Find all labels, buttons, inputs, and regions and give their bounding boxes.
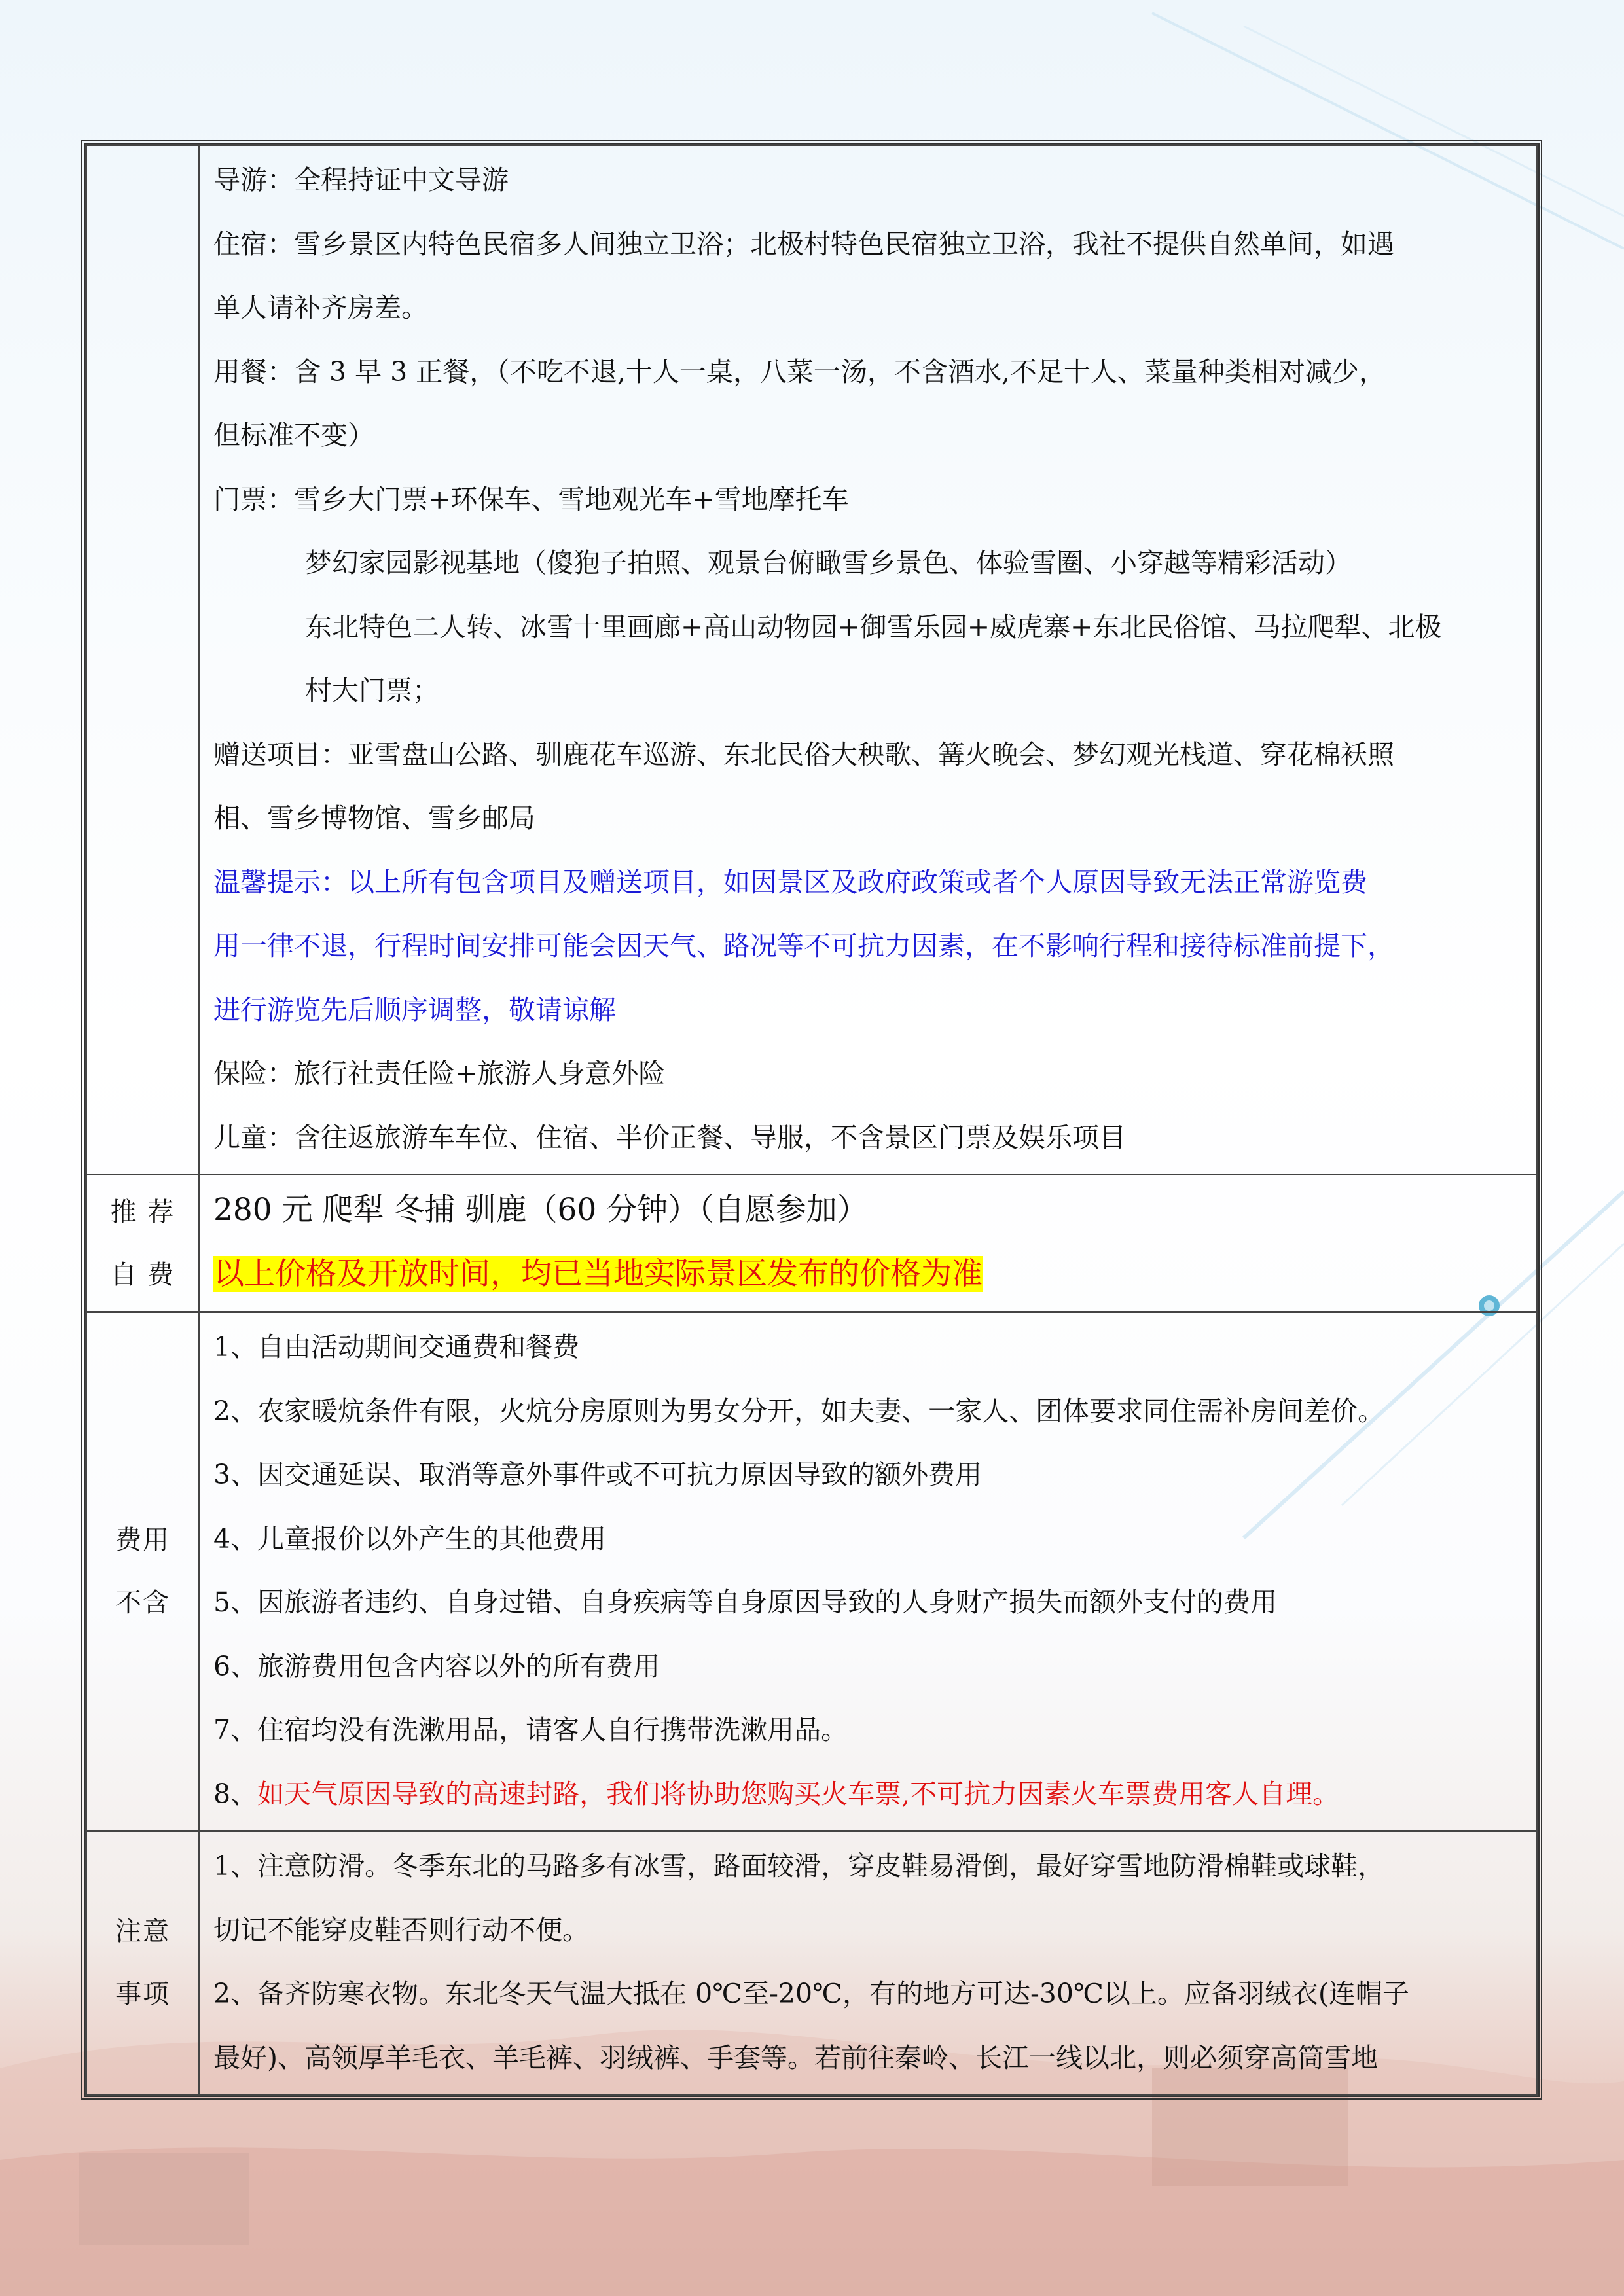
content-line bbox=[213, 1635, 1523, 1699]
row-content bbox=[200, 1175, 1538, 1312]
content-text: 8、 bbox=[213, 1778, 258, 1810]
highlighted-notice: 以上价格及开放时间，均已当地实际景区发布的价格为准 bbox=[213, 1255, 983, 1292]
content-line bbox=[213, 1835, 1523, 1899]
notes-row bbox=[86, 1831, 1538, 2095]
content-line bbox=[213, 276, 1523, 340]
content-text: 单人请补齐房差。 bbox=[213, 292, 428, 323]
content-text: 住宿：雪乡景区内特色民宿多人间独立卫浴；北极村特色民宿独立卫浴，我社不提供自然单间，如遇 bbox=[213, 228, 1394, 260]
content-line bbox=[213, 404, 1523, 468]
content-text: 3、因交通延误、取消等意外事件或不可抗力原因导致的额外费用 bbox=[213, 1459, 983, 1490]
content-line bbox=[213, 1698, 1523, 1763]
content-text: 儿童：含往返旅游车车位、住宿、半价正餐、导服，不含景区门票及娱乐项目 bbox=[213, 1121, 1126, 1153]
content-line bbox=[213, 149, 1523, 213]
content-line bbox=[213, 1242, 1523, 1308]
content-line bbox=[213, 851, 1523, 915]
content-line bbox=[213, 1443, 1523, 1507]
content-text: 280 元 爬犁 冬捕 驯鹿（60 分钟）（自愿参加） bbox=[213, 1192, 868, 1228]
row-label bbox=[86, 1175, 200, 1312]
itinerary-table bbox=[81, 140, 1542, 2100]
row-label bbox=[86, 1831, 200, 2095]
content-text: 5、因旅游者违约、自身过错、自身疾病等自身原因导致的人身财产损失而额外支付的费用 bbox=[213, 1587, 1278, 1618]
content-text: 温馨提示：以上所有包含项目及赠送项目，如因景区及政府政策或者个人原因导致无法正常游览费 bbox=[213, 866, 1367, 898]
content-text: 6、旅游费用包含内容以外的所有费用 bbox=[213, 1650, 660, 1682]
content-line bbox=[213, 1962, 1523, 2026]
content-line bbox=[213, 978, 1523, 1043]
content-line bbox=[213, 1178, 1523, 1242]
row-content bbox=[200, 1312, 1538, 1831]
row-label bbox=[86, 1312, 200, 1831]
content-line bbox=[213, 468, 1523, 532]
row-label-line: 不含 bbox=[115, 1588, 170, 1618]
content-text: 用一律不退，行程时间安排可能会因天气、路况等不可抗力因素，在不影响行程和接待标准前提下， bbox=[213, 930, 1394, 961]
content-line bbox=[213, 1380, 1523, 1444]
content-line bbox=[213, 2026, 1523, 2090]
row-content bbox=[200, 1831, 1538, 2095]
content-text: 东北特色二人转、冰雪十里画廊+高山动物园+御雪乐园+威虎寨+东北民俗馆、马拉爬犁、北极 bbox=[305, 611, 1442, 643]
row-content bbox=[200, 145, 1538, 1175]
row-label-line: 费用 bbox=[115, 1525, 170, 1555]
content-text: 门票：雪乡大门票+环保车、雪地观光车+雪地摩托车 bbox=[213, 483, 849, 515]
row-label-line: 推 荐 bbox=[110, 1196, 175, 1227]
content-line bbox=[213, 340, 1523, 404]
content-text: 但标准不变） bbox=[213, 420, 374, 451]
content-line bbox=[213, 1042, 1523, 1106]
recommended-extras-row bbox=[86, 1175, 1538, 1312]
itinerary-table-body bbox=[85, 144, 1538, 2096]
content-line bbox=[213, 596, 1523, 660]
content-text: 保险：旅行社责任险+旅游人身意外险 bbox=[213, 1058, 666, 1089]
content-text: 用餐：含 3 早 3 正餐，（不吃不退,十人一桌，八菜一汤，不含酒水,不足十人、菜量种类相对减少， bbox=[213, 355, 1386, 387]
content-text: 赠送项目：亚雪盘山公路、驯鹿花车巡游、东北民俗大秧歌、篝火晚会、梦幻观光栈道、穿花棉袄照 bbox=[213, 738, 1394, 770]
content-line bbox=[213, 787, 1523, 851]
row-label-line: 注意 bbox=[115, 1916, 170, 1946]
content-text: 村大门票； bbox=[305, 675, 439, 706]
row-label bbox=[86, 145, 200, 1175]
content-line bbox=[213, 531, 1523, 596]
content-text: 最好)、高领厚羊毛衣、羊毛裤、羽绒裤、手套等。若前往秦岭、长江一线以北，则必须穿高筒雪地 bbox=[213, 2041, 1378, 2073]
content-text: 7、住宿均没有洗漱用品，请客人自行携带洗漱用品。 bbox=[213, 1714, 848, 1746]
row-label-line: 事项 bbox=[115, 1979, 170, 2009]
content-line bbox=[213, 1763, 1523, 1827]
content-text: 1、注意防滑。冬季东北的马路多有冰雪，路面较滑，穿皮鞋易滑倒，最好穿雪地防滑棉鞋或球鞋， bbox=[213, 1850, 1385, 1882]
content-line bbox=[213, 1316, 1523, 1380]
content-line bbox=[213, 723, 1523, 787]
content-text: 导游：全程持证中文导游 bbox=[213, 164, 509, 196]
content-text: 4、儿童报价以外产生的其他费用 bbox=[213, 1522, 607, 1554]
row-label-line: 自 费 bbox=[110, 1259, 175, 1290]
content-text: 2、农家暖炕条件有限，火炕分房原则为男女分开，如夫妻、一家人、团体要求同住需补房间差价。 bbox=[213, 1395, 1385, 1427]
content-text: 切记不能穿皮鞋否则行动不便。 bbox=[213, 1914, 589, 1946]
content-text: 1、自由活动期间交通费和餐费 bbox=[213, 1331, 580, 1363]
content-text: 2、备齐防寒衣物。东北冬天气温大抵在 0℃至-20℃，有的地方可达-30℃以上。应备羽绒衣(连帽子 bbox=[213, 1978, 1409, 2009]
content-line bbox=[213, 914, 1523, 978]
content-line bbox=[213, 659, 1523, 723]
content-text: 梦幻家园影视基地（傻狍子拍照、观景台俯瞰雪乡景色、体验雪圈、小穿越等精彩活动） bbox=[305, 547, 1352, 579]
content-line bbox=[213, 1899, 1523, 1963]
content-line bbox=[213, 1507, 1523, 1571]
content-text: 相、雪乡博物馆、雪乡邮局 bbox=[213, 802, 535, 834]
costs-excluded-row bbox=[86, 1312, 1538, 1831]
content-line bbox=[213, 1106, 1523, 1170]
content-text: 进行游览先后顺序调整，敬请谅解 bbox=[213, 994, 616, 1026]
content-line bbox=[213, 213, 1523, 277]
content-line bbox=[213, 1571, 1523, 1635]
warning-text: 如天气原因导致的高速封路，我们将协助您购买火车票,不可抗力因素火车票费用客人自理。 bbox=[257, 1778, 1340, 1810]
included-items-row bbox=[86, 145, 1538, 1175]
